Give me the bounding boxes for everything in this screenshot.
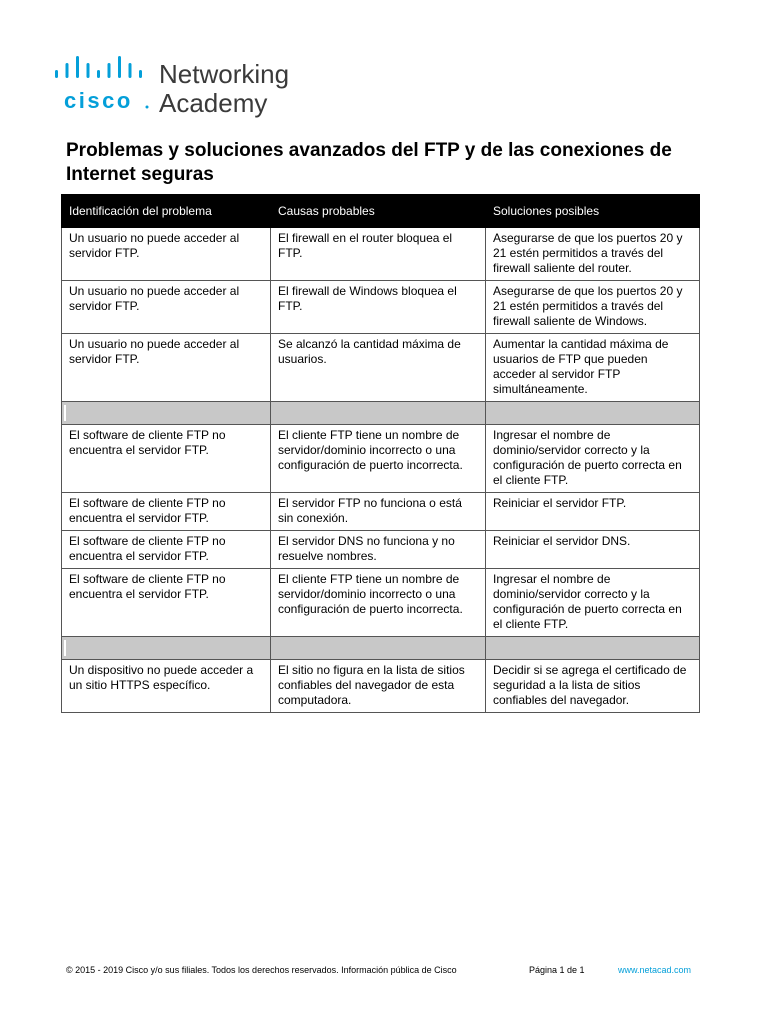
table-cell <box>62 637 271 660</box>
header-solutions: Soluciones posibles <box>486 195 700 228</box>
table-cell: El servidor FTP no funciona o está sin conexión. <box>271 493 486 531</box>
table-row <box>62 425 700 493</box>
table-cell: El cliente FTP tiene un nombre de servidor/dominio incorrecto o una configuración de puerto incorrecta. <box>271 425 486 493</box>
logo-line1-text: Networking <box>159 59 290 89</box>
logo-bar <box>66 63 69 78</box>
table-cell: Un usuario no puede acceder al servidor FTP. <box>62 281 271 334</box>
logo-bar <box>76 56 79 78</box>
table-row <box>62 660 700 713</box>
table-cell: Se alcanzó la cantidad máxima de usuarios. <box>271 334 486 402</box>
table-row <box>62 281 700 334</box>
table-cell: Ingresar el nombre de dominio/servidor correcto y la configuración de puerto correcta en el cliente FTP. <box>486 569 700 637</box>
logo-bar <box>87 63 90 78</box>
table-cell: Un usuario no puede acceder al servidor FTP. <box>62 334 271 402</box>
header-problem: Identificación del problema <box>62 195 271 228</box>
table-cell: El software de cliente FTP no encuentra el servidor FTP. <box>62 531 271 569</box>
table-cell <box>62 402 271 425</box>
logo-bar <box>108 63 111 78</box>
logo-bar <box>118 56 121 78</box>
table-cell: Decidir si se agrega el certificado de seguridad a la lista de sitios confiables del navegador. <box>486 660 700 713</box>
table-cell: Asegurarse de que los puertos 20 y 21 estén permitidos a través del firewall saliente de Windows. <box>486 281 700 334</box>
troubleshooting-table <box>61 194 700 713</box>
table-cell: El software de cliente FTP no encuentra el servidor FTP. <box>62 493 271 531</box>
logo-brand-text: cisco <box>64 88 133 113</box>
table-cell: Reiniciar el servidor FTP. <box>486 493 700 531</box>
table-row <box>62 569 700 637</box>
table-row <box>62 493 700 531</box>
table-cell: El firewall de Windows bloquea el FTP. <box>271 281 486 334</box>
table-cell: Un dispositivo no puede acceder a un sitio HTTPS específico. <box>62 660 271 713</box>
logo-dot <box>146 106 149 109</box>
separator-mark <box>64 640 66 656</box>
footer-website-link[interactable]: www.netacad.com <box>618 965 692 975</box>
table-cell: Asegurarse de que los puertos 20 y 21 estén permitidos a través del firewall saliente del router. <box>486 228 700 281</box>
table-row <box>62 228 700 281</box>
table-cell: Un usuario no puede acceder al servidor FTP. <box>62 228 271 281</box>
table-cell: Reiniciar el servidor DNS. <box>486 531 700 569</box>
page-footer <box>66 965 706 979</box>
logo-bar <box>139 70 142 78</box>
footer-copyright: © 2015 - 2019 Cisco y/o sus filiales. Todos los derechos reservados. Información pública de Cisco <box>66 965 457 975</box>
logo-bar <box>97 70 100 78</box>
cisco-logo-icon <box>52 56 312 120</box>
table-cell <box>271 402 486 425</box>
logo-bar <box>55 70 58 78</box>
table-cell <box>271 637 486 660</box>
table-cell <box>486 637 700 660</box>
footer-page-number: Página 1 de 1 <box>529 965 585 975</box>
header-causes: Causas probables <box>271 195 486 228</box>
table-row <box>62 334 700 402</box>
page-title: Problemas y soluciones avanzados del FTP y de las conexiones de Internet seguras <box>66 140 672 185</box>
table-cell: El firewall en el router bloquea el FTP. <box>271 228 486 281</box>
table-separator-row <box>62 402 700 425</box>
table-cell: El sitio no figura en la lista de sitios confiables del navegador de esta computadora. <box>271 660 486 713</box>
table-cell: Ingresar el nombre de dominio/servidor correcto y la configuración de puerto correcta en el cliente FTP. <box>486 425 700 493</box>
cisco-networking-academy-logo <box>52 56 312 120</box>
logo-line2-text: Academy <box>159 88 268 118</box>
table-cell: El cliente FTP tiene un nombre de servidor/dominio incorrecto o una configuración de puerto incorrecta. <box>271 569 486 637</box>
logo-bar <box>129 63 132 78</box>
table-header-row <box>62 195 700 228</box>
table-cell: El software de cliente FTP no encuentra el servidor FTP. <box>62 569 271 637</box>
table-cell: El servidor DNS no funciona y no resuelve nombres. <box>271 531 486 569</box>
table-separator-row <box>62 637 700 660</box>
table-cell: Aumentar la cantidad máxima de usuarios de FTP que pueden acceder al servidor FTP simultáneamente. <box>486 334 700 402</box>
table-cell <box>486 402 700 425</box>
table-row <box>62 531 700 569</box>
separator-mark <box>64 405 66 421</box>
table-cell: El software de cliente FTP no encuentra el servidor FTP. <box>62 425 271 493</box>
